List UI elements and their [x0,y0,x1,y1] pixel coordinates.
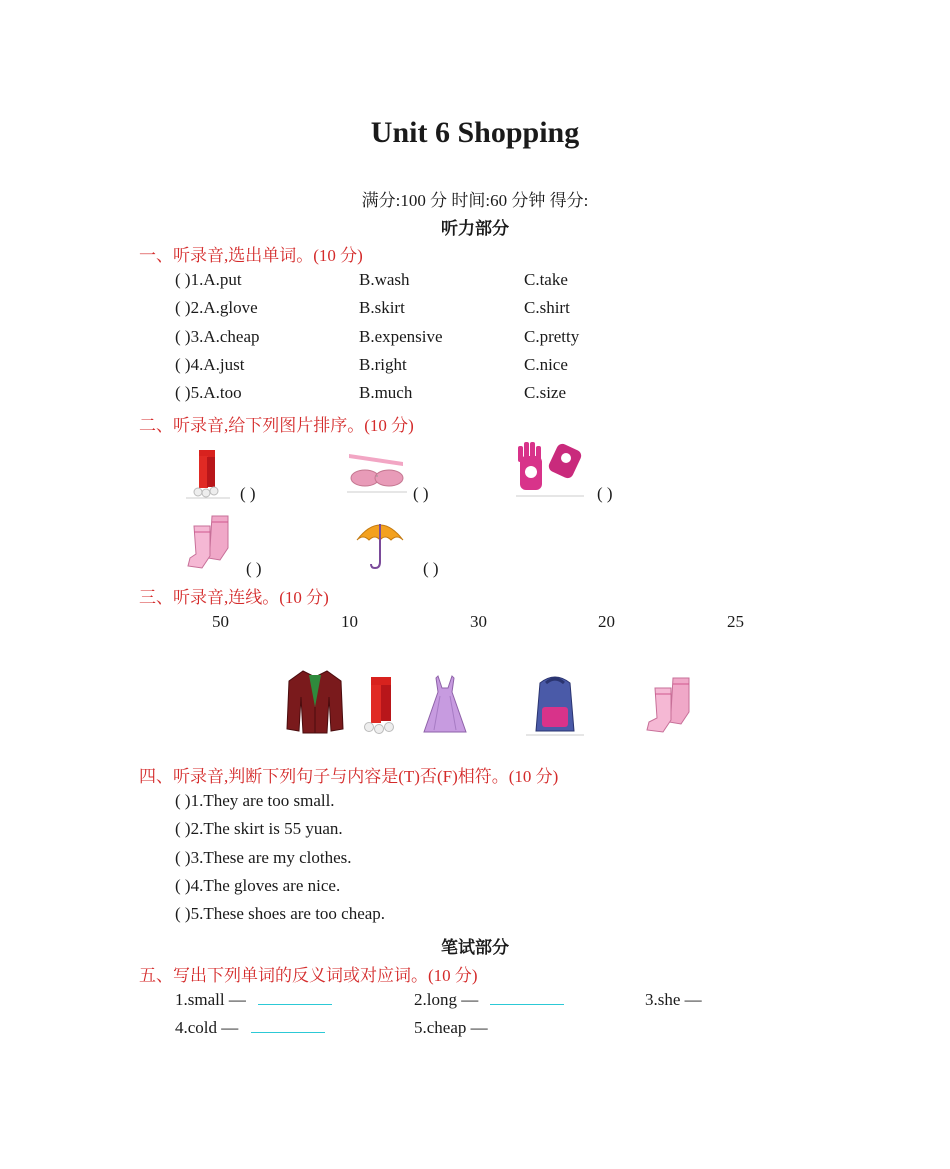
antonym-5 [414,1018,488,1038]
antonym-5-word: 5.cheap — [414,1018,488,1037]
question-2-b: B.skirt [359,298,405,317]
order-blank-3: ( ) [597,484,613,503]
section-2-heading: 二、听录音,给下列图片排序。(10 分) [139,416,414,435]
question-1-c: C.take [524,270,568,289]
price-4: 20 [598,612,615,631]
section-4-heading: 四、听录音,判断下列句子与内容是(T)否(F)相符。(10 分) [139,767,559,786]
scarf-icon [186,448,230,500]
question-4-a: ( )4.A.just [175,355,245,374]
antonym-1-word: 1.small — [175,990,246,1009]
section-5-heading: 五、写出下列单词的反义词或对应词。(10 分) [139,966,478,985]
jacket-icon [285,667,345,735]
section-1-heading: 一、听录音,选出单词。(10 分) [139,246,363,265]
antonym-2-word: 2.long — [414,990,479,1009]
question-5-a: ( )5.A.too [175,383,242,402]
backpack-icon [526,673,584,737]
question-1-b: B.wash [359,270,410,289]
order-blank-5: ( ) [423,559,439,578]
listening-part-title: 听力部分 [441,219,509,238]
socks-icon [645,676,697,738]
socks-icon [186,514,236,574]
price-1: 50 [212,612,229,631]
tf-item-3: ( )3.These are my clothes. [175,848,352,867]
answer-blank-4[interactable] [251,1018,325,1033]
question-4-c: C.nice [524,355,568,374]
section-3-heading: 三、听录音,连线。(10 分) [139,588,329,607]
order-blank-2: ( ) [413,484,429,503]
tf-item-1: ( )1.They are too small. [175,791,335,810]
question-5-b: B.much [359,383,413,402]
price-5: 25 [727,612,744,631]
umbrella-icon [355,516,405,572]
question-3-c: C.pretty [524,327,580,346]
price-3: 30 [470,612,487,631]
antonym-4 [175,1018,325,1038]
tf-item-5: ( )5.These shoes are too cheap. [175,904,386,923]
order-blank-1: ( ) [240,484,256,503]
tf-item-2: ( )2.The skirt is 55 yuan. [175,819,343,838]
tf-item-4: ( )4.The gloves are nice. [175,876,341,895]
page-title: Unit 6 Shopping [370,116,580,149]
antonym-3-word: 3.she — [645,990,702,1009]
dress-icon [420,674,470,736]
antonym-2 [414,990,564,1010]
question-4-b: B.right [359,355,407,374]
antonym-3 [645,990,702,1010]
antonym-4-word: 4.cold — [175,1018,239,1037]
sunglasses-icon [347,448,407,494]
question-3-b: B.expensive [359,327,443,346]
question-2-c: C.shirt [524,298,570,317]
question-1-a: ( )1.A.put [175,270,242,289]
writing-part-title: 笔试部分 [441,938,509,957]
answer-blank-2[interactable] [490,990,564,1005]
question-2-a: ( )2.A.glove [175,298,258,317]
score-info: 满分:100 分 时间:60 分钟 得分: [361,191,589,210]
question-3-a: ( )3.A.cheap [175,327,260,346]
price-2: 10 [341,612,358,631]
gloves-icon [516,440,584,498]
antonym-1 [175,990,332,1010]
question-5-c: C.size [524,383,567,402]
order-blank-4: ( ) [246,559,262,578]
scarf-icon [355,675,407,737]
answer-blank-1[interactable] [258,990,332,1005]
